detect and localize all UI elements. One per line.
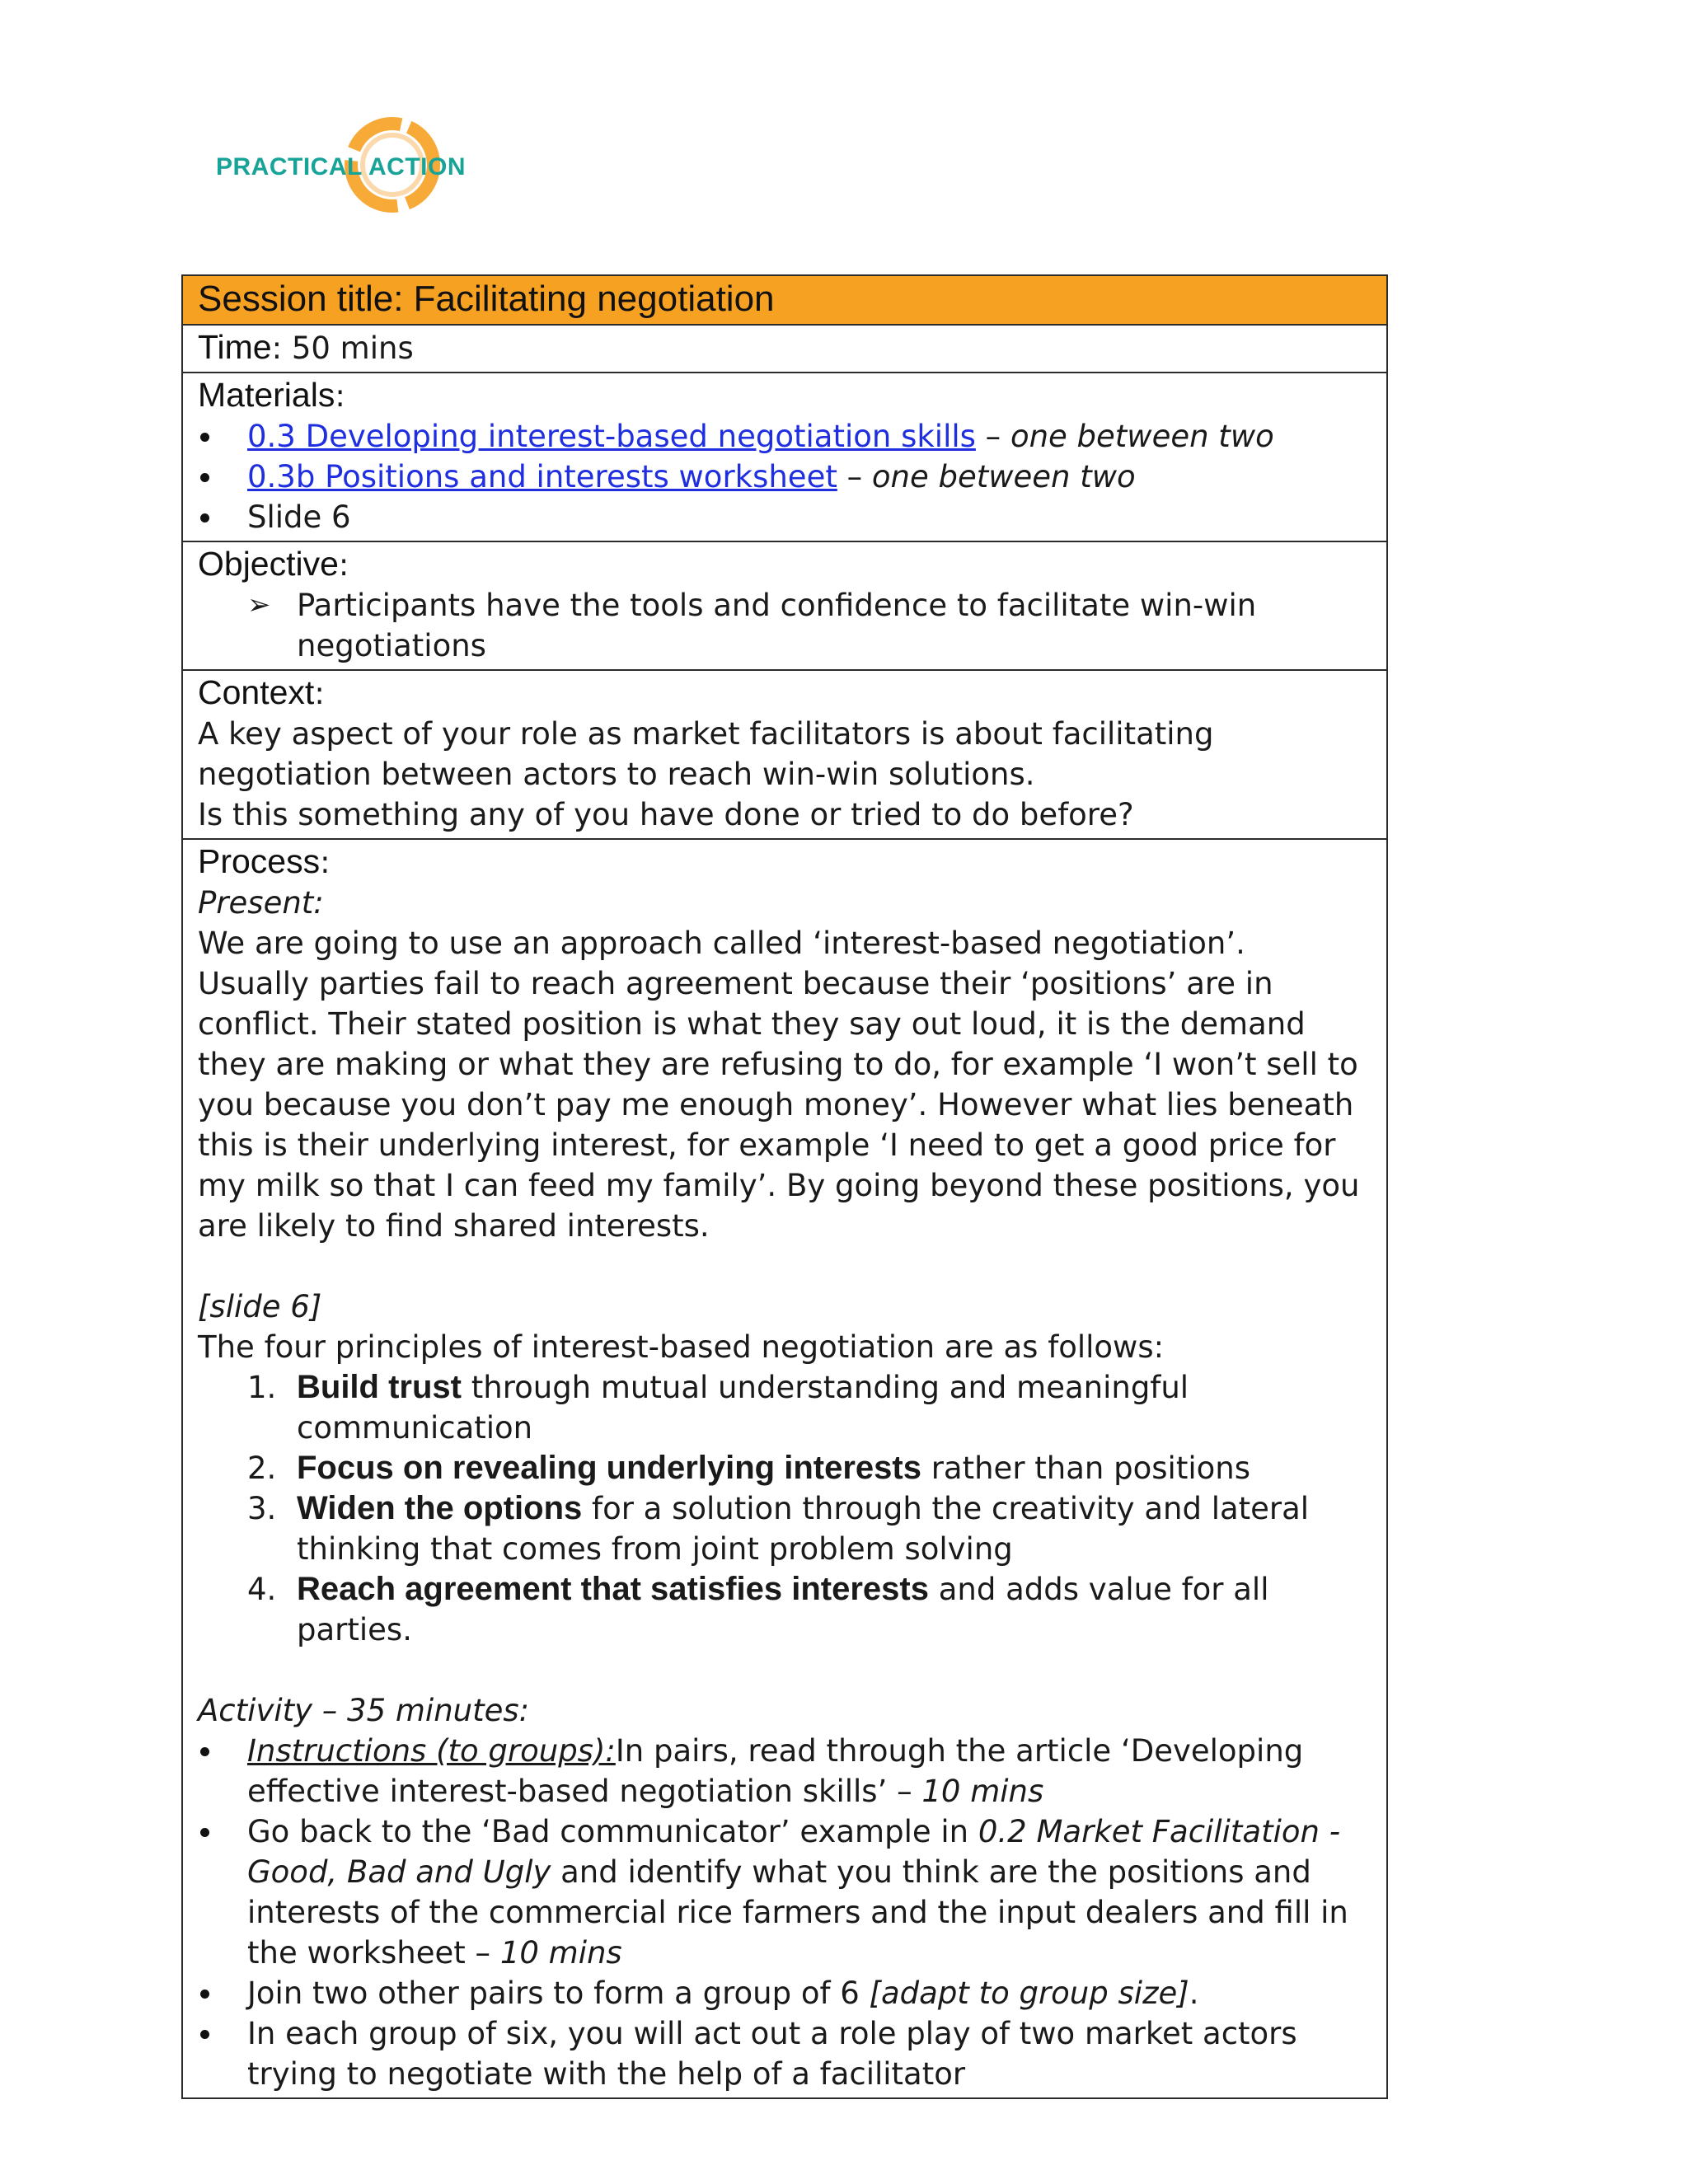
time-label: Time xyxy=(198,328,272,366)
practical-action-logo xyxy=(213,114,466,221)
context-label: Context xyxy=(198,673,315,711)
session-title: Session title: Facilitating negotiation xyxy=(198,279,775,319)
time-row: Time: 50 mins xyxy=(182,325,1387,373)
list-item: 3. Widen the options for a solution through the creativity and lateral thinking that comes from joint problem solving xyxy=(247,1490,1310,1567)
materials-list xyxy=(198,416,1373,537)
process-label: Process xyxy=(198,842,321,880)
list-item: Join two other pairs to form a group of 6 [adapt to group size]. xyxy=(247,1973,1373,2013)
objective-text: Participants have the tools and confidence to facilitate win-win negotiations xyxy=(297,588,1257,663)
list-item: 1. Build trust through mutual understanding and meaningful communication xyxy=(247,1369,1189,1446)
context-row: Context: A key aspect of your role as market facilitators is about facilitating negotiation between actors to reach win-win solutions. Is this something any of you have done or tried to do before? xyxy=(182,670,1387,839)
activity-list xyxy=(198,1731,1373,2094)
activity-label: Activity – 35 minutes: xyxy=(198,1693,530,1728)
materials-row: Materials: 0.3 Developing interest-based negotiation skills – one between two 0.3b Positions and interests worksheet – one between two Slide 6 xyxy=(182,373,1387,541)
arrow-bullet-icon: ➢ xyxy=(247,588,271,621)
context-line: A key aspect of your role as market facilitators is about facilitating negotiation between actors to reach win-win solutions. xyxy=(198,716,1214,792)
process-paragraph: Usually parties fail to reach agreement because their ‘positions’ are in conflict. Their stated position is what they say out loud, it is the demand they are making or what they are refusing to do, for example ‘I won’t sell to you because you don’t pay me enough money’. However what lies beneath this is their underlying interest, for example ‘I need to get a good price for my milk so that I can feed my family’. By going beyond these positions, you are likely to find shared interests. xyxy=(198,966,1360,1244)
process-paragraph: We are going to use an approach called ‘interest-based negotiation’. xyxy=(198,926,1245,961)
material-link-1[interactable]: 0.3 Developing interest-based negotiation skills xyxy=(247,419,976,454)
process-row: Process: Present: We are going to use an approach called ‘interest-based negotiation’. Usually parties fail to reach agreement because their ‘positions’ are in conflict. Their stated position is what they say out loud, it is the demand they are making or what they are refusing to do, for example ‘I won’t sell to you because you don’t pay me enough money’. However what lies beneath this is their underlying interest, for example ‘I need to get a good price for my milk so that I can feed my family’. By going beyond these positions, you are likely to find shared interests. [slide 6] The four principles of interest-based negotiation are as follows: 1. Build trust through mutual understanding and meaningful communication 2. Focus on revealing underlying interests rather than positions 3. Widen the options for a solution through the creativity and lateral thinking that comes from joint problem solving 4. Reach agreement that satisfies interests and adds value for all parties. Activity – 35 minutes: Instructions (to groups):In pairs, read through the article ‘Developing effective interest-based negotiation skills’ – 10 mins Go back to the ‘Bad communicator’ example in 0.2 Market Facilitation - Good, Bad and Ugly and identify what you think are the positions and interests of the commercial rice farmers and the input dealers and fill in the worksheet – 10 mins Join two other pairs to form a group of 6 [adapt to group size]. In each group of six, you will act out a role play of two market actors trying to negotiate with the help of a facilitator xyxy=(182,839,1387,2098)
time-value: 50 mins xyxy=(282,330,414,366)
list-item: 0.3b Positions and interests worksheet – one between two xyxy=(247,457,1373,497)
objective-list xyxy=(198,585,1373,666)
materials-label: Materials xyxy=(198,376,335,414)
list-item: 4. Reach agreement that satisfies interests and adds value for all parties. xyxy=(247,1571,1269,1647)
session-plan-table xyxy=(181,274,1388,2099)
title-row xyxy=(182,275,1387,325)
logo-text: PRACTICAL ACTION xyxy=(216,153,466,180)
objective-label: Objective xyxy=(198,545,339,583)
context-line: Is this something any of you have done or tried to do before? xyxy=(198,797,1134,832)
list-item: Go back to the ‘Bad communicator’ example in 0.2 Market Facilitation - Good, Bad and Ugly and identify what you think are the positions and interests of the commercial rice farmers and the input dealers and fill in the worksheet – 10 mins xyxy=(247,1811,1373,1973)
material-note: one between two xyxy=(871,459,1136,494)
list-item xyxy=(247,585,1373,666)
material-text: Slide 6 xyxy=(247,499,351,535)
list-item: 2. Focus on revealing underlying interests rather than positions xyxy=(247,1450,1250,1486)
list-item: 0.3 Developing interest-based negotiation skills – one between two xyxy=(247,416,1373,457)
principles-list xyxy=(198,1367,1373,1650)
instructions-label: Instructions (to groups): xyxy=(247,1733,616,1769)
list-item: Instructions (to groups):In pairs, read through the article ‘Developing effective interest-based negotiation skills’ – 10 mins xyxy=(247,1731,1373,1811)
present-label: Present: xyxy=(198,885,324,921)
list-item: In each group of six, you will act out a role play of two market actors trying to negotiate with the help of a facilitator xyxy=(247,2013,1373,2094)
slide-reference: [slide 6] xyxy=(198,1289,322,1324)
material-note: one between two xyxy=(1010,419,1274,454)
objective-row: Objective: ➢ Participants have the tools and confidence to facilitate win-win negotiations xyxy=(182,541,1387,670)
principles-intro: The four principles of interest-based negotiation are as follows: xyxy=(198,1329,1165,1365)
list-item xyxy=(247,497,1373,537)
material-link-2[interactable]: 0.3b Positions and interests worksheet xyxy=(247,459,837,494)
